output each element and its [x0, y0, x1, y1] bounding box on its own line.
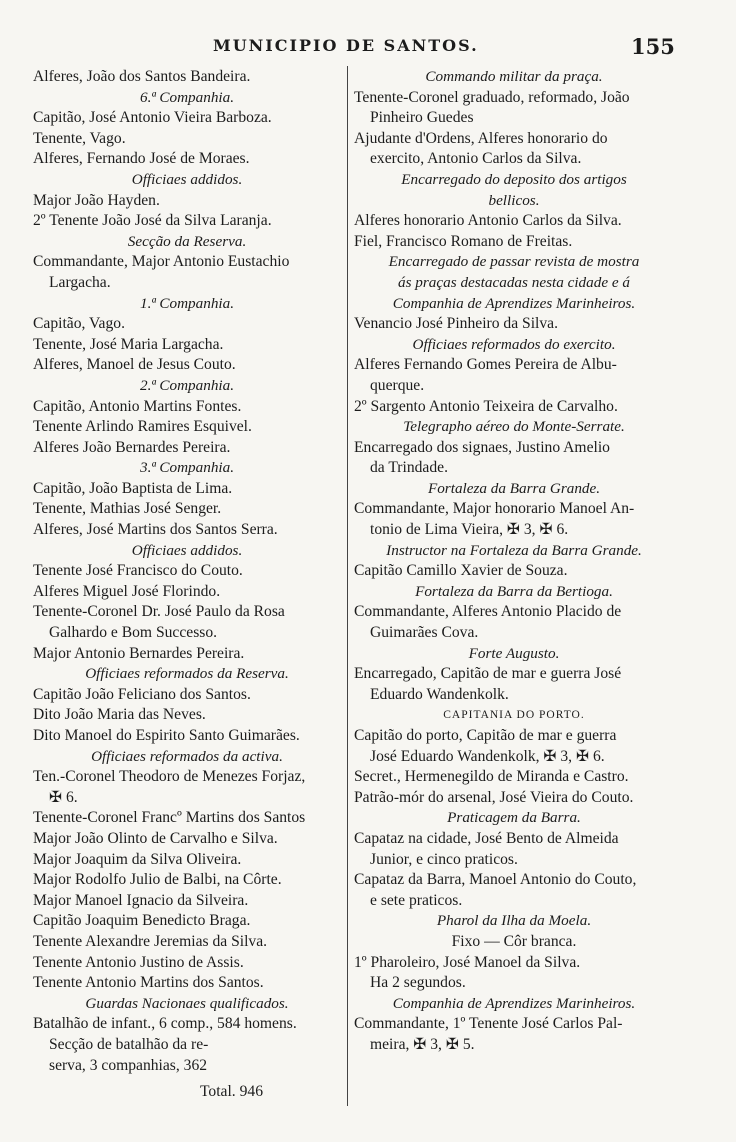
text-line: Eduardo Wandenkolk. [370, 685, 509, 703]
text-line: Alferes Fernando Gomes Pereira de Albu- [354, 356, 617, 374]
section-heading: 3.ª Companhia. [139, 459, 235, 477]
text-line: Ajudante d'Ordens, Alferes honorario do [354, 129, 608, 147]
section-heading: 2.ª Companhia. [139, 376, 235, 394]
text-line: Tenente, Vago. [33, 129, 126, 147]
text-line: Capitão, José Antonio Vieira Barboza. [33, 109, 272, 127]
text-line: serva, 3 companhias, 362 [49, 1056, 208, 1074]
text-line: Fiel, Francisco Romano de Freitas. [354, 232, 573, 250]
section-heading: Officiaes reformados do exercito. [412, 335, 616, 353]
section-heading: ás praças destacadas nesta cidade e á [398, 273, 630, 291]
text-line: querque. [370, 376, 425, 394]
text-line: Encarregado dos signaes, Justino Amelio [354, 438, 610, 456]
text-line: Major Antonio Bernardes Pereira. [33, 644, 245, 662]
section-heading: Instructor na Fortaleza da Barra Grande. [386, 541, 642, 559]
text-line: Alferes, Fernando José de Moraes. [33, 150, 250, 168]
text-line: Ten.-Coronel Theodoro de Menezes Forjaz, [33, 768, 306, 786]
section-heading: Guardas Nacionaes qualificados. [85, 994, 289, 1012]
section-heading: 1.ª Companhia. [139, 294, 235, 312]
text-line: Tenente Arlindo Ramires Esquivel. [33, 418, 252, 436]
text-line: Commandante, Major honorario Manoel An- [354, 500, 635, 518]
text-line: Secção de batalhão da re- [49, 1035, 209, 1053]
section-heading: Forte Augusto. [468, 644, 560, 662]
text-line: Tenente José Francisco do Couto. [33, 562, 243, 580]
text-line: Capitão Joaquim Benedicto Braga. [33, 912, 251, 930]
text-line: Dito João Maria das Neves. [33, 706, 206, 724]
section-heading: Officiaes reformados da activa. [91, 747, 283, 765]
section-heading: Telegrapho aéreo do Monte-Serrate. [403, 418, 625, 436]
text-line: Commandante, Alferes Antonio Placido de [354, 603, 622, 621]
text-line: Tenente Antonio Justino de Assis. [33, 953, 244, 971]
text-line: Capataz na cidade, José Bento de Almeida [354, 829, 619, 847]
text-line: Ha 2 segundos. [370, 974, 466, 992]
text-line: Alferes, Manoel de Jesus Couto. [33, 356, 236, 374]
left-column [33, 67, 341, 1103]
text-line: Commandante, 1º Tenente José Carlos Pal- [354, 1015, 623, 1033]
text-line: Tenente-Coronel Dr. José Paulo da Rosa [33, 603, 285, 621]
text-line: tonio de Lima Vieira, ✠ 3, ✠ 6. [370, 521, 569, 539]
text-line: Junior, e cinco praticos. [370, 850, 518, 868]
text-line: Capitão, Antonio Martins Fontes. [33, 397, 242, 415]
text-line: Tenente Alexandre Jeremias da Silva. [33, 932, 268, 950]
text-line: exercito, Antonio Carlos da Silva. [370, 150, 582, 168]
section-heading: Fortaleza da Barra Grande. [427, 479, 601, 497]
text-line: Capitão, Vago. [33, 315, 125, 333]
text-line: Tenente, José Maria Largacha. [33, 335, 224, 353]
section-heading: Commando militar da praça. [425, 68, 603, 85]
text-line: Capataz da Barra, Manoel Antonio do Couto, [354, 871, 637, 889]
text-line: Largacha. [49, 273, 111, 291]
text-line: Tenente-Coronel Francº Martins dos Santos [33, 809, 306, 827]
text-line: Fixo — Côr branca. [451, 932, 577, 950]
column-divider [347, 66, 348, 1106]
text-line: José Eduardo Wandenkolk, ✠ 3, ✠ 6. [370, 747, 605, 765]
text-line: Secret., Hermenegildo de Miranda e Castro. [354, 768, 629, 786]
text-line: Batalhão de infant., 6 comp., 584 homens. [33, 1015, 297, 1033]
text-line: Tenente, Mathias José Senger. [33, 500, 222, 518]
text-line: da Trindade. [370, 459, 448, 477]
section-heading: Fortaleza da Barra da Bertioga. [415, 582, 613, 600]
section-heading: Praticagem da Barra. [447, 809, 581, 827]
text-line: Commandante, Major Antonio Eustachio [33, 253, 290, 271]
section-heading: Officiaes reformados da Reserva. [85, 665, 289, 683]
running-title: MUNICIPIO DE SANTOS. [213, 36, 479, 55]
section-heading: Officiaes addidos. [131, 541, 243, 559]
text-line: Alferes honorario Antonio Carlos da Silva. [354, 212, 622, 230]
text-line: Tenente-Coronel graduado, reformado, João [354, 88, 630, 106]
section-heading: Secção da Reserva. [127, 232, 247, 250]
text-line: meira, ✠ 3, ✠ 5. [370, 1035, 475, 1053]
text-line: Major Joaquim da Silva Oliveira. [33, 850, 242, 868]
text-line: Dito Manoel do Espirito Santo Guimarães. [33, 727, 300, 744]
text-line: Guimarães Cova. [370, 624, 479, 642]
section-heading: Companhia de Aprendizes Marinheiros. [392, 294, 636, 312]
text-line: Major João Hayden. [33, 191, 160, 209]
section-heading: Companhia de Aprendizes Marinheiros. [392, 994, 636, 1012]
right-column [354, 67, 674, 1056]
text-line: Capitão, João Baptista de Lima. [33, 479, 233, 497]
text-line: Alferes, João dos Santos Bandeira. [33, 68, 251, 85]
page-header [0, 34, 736, 60]
text-line: Capitão do porto, Capitão de mar e guerra [354, 727, 617, 744]
text-line: 1º Pharoleiro, José Manoel da Silva. [354, 953, 581, 971]
section-heading: Encarregado de passar revista de mostra [388, 253, 640, 271]
text-line: e sete praticos. [370, 891, 463, 909]
text-line: Tenente Antonio Martins dos Santos. [33, 974, 264, 992]
text-line: Patrão-mór do arsenal, José Vieira do Couto. [354, 788, 634, 806]
section-heading: Pharol da Ilha da Moela. [436, 912, 592, 930]
text-line: Pinheiro Guedes [370, 109, 474, 127]
text-line: Alferes Miguel José Florindo. [33, 582, 221, 600]
page-number: 155 [631, 34, 675, 59]
text-line: 2º Tenente João José da Silva Laranja. [33, 212, 272, 230]
text-line: ✠ 6. [49, 788, 78, 806]
section-heading: Officiaes addidos. [131, 170, 243, 188]
section-heading: CAPITANIA DO PORTO. [443, 709, 585, 722]
text-line: Major João Olinto de Carvalho e Silva. [33, 829, 278, 847]
section-heading: Encarregado do deposito dos artigos [401, 170, 627, 188]
text-line: Alferes, José Martins dos Santos Serra. [33, 521, 278, 539]
text-line: Capitão Camillo Xavier de Souza. [354, 562, 568, 580]
text-line: Alferes João Bernardes Pereira. [33, 438, 231, 456]
text-line: Capitão João Feliciano dos Santos. [33, 685, 251, 703]
text-line: 2º Sargento Antonio Teixeira de Carvalho. [354, 397, 618, 415]
text-line: Galhardo e Bom Successo. [49, 624, 218, 642]
text-line: Encarregado, Capitão de mar e guerra José [354, 665, 622, 683]
text-line: Venancio José Pinheiro da Silva. [354, 315, 558, 333]
text-line: Major Manoel Ignacio da Silveira. [33, 891, 249, 909]
section-heading: bellicos. [488, 191, 540, 209]
section-heading: 6.ª Companhia. [139, 88, 235, 106]
text-line: Total. 946 [199, 1083, 263, 1101]
text-line: Major Rodolfo Julio de Balbi, na Côrte. [33, 871, 282, 889]
